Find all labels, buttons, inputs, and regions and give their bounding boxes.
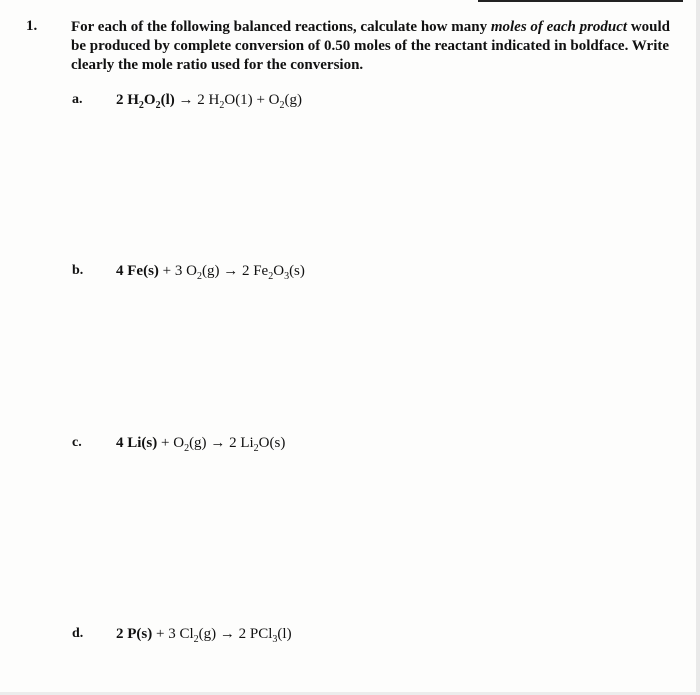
eq-a-plus: +	[252, 92, 269, 108]
eq-a-product2-state: (g)	[284, 92, 302, 108]
answer-line	[478, 0, 683, 2]
eq-c-reactant2: O	[173, 435, 185, 451]
eq-a-coef-product1: 2	[193, 92, 209, 108]
eq-b-reactant2-sub: 2	[196, 271, 202, 282]
eq-a-product2-sub: 2	[279, 100, 285, 111]
eq-d-reactant2: Cl	[179, 626, 194, 642]
part-label-a: a.	[72, 92, 83, 107]
equation-d	[116, 626, 292, 643]
instructions-emphasis: moles of each product	[490, 19, 628, 35]
eq-c-reactant2-state: (g)	[189, 435, 207, 451]
eq-c-reactant2-sub: 2	[184, 443, 190, 454]
eq-c-plus: +	[157, 435, 174, 451]
equation-c	[116, 435, 285, 452]
equation-a	[116, 92, 302, 109]
eq-b-product-o: O	[273, 263, 285, 279]
eq-a-reactant-sub1: 2	[138, 100, 144, 111]
part-label-b: b.	[72, 263, 84, 278]
equation-b	[116, 263, 305, 280]
eq-a-product1-o: O(1)	[224, 92, 253, 108]
part-label-c: c.	[72, 435, 82, 450]
eq-d-reactant1: P(s)	[127, 626, 153, 642]
eq-b-product-sub1: 2	[268, 271, 274, 282]
eq-d-reactant2-state: (g)	[198, 626, 217, 642]
eq-d-arrow: →	[216, 626, 239, 642]
eq-a-product1-h: H	[208, 92, 220, 108]
eq-d-product-state: (l)	[277, 626, 292, 642]
eq-d-coef-product: 2	[238, 626, 250, 642]
eq-d-plus: + 3	[152, 626, 180, 642]
eq-b-coef-reactant1: 4	[116, 263, 128, 279]
instructions-text-end: would be produced by complete conversion of 0.50 moles of the reactant indicated in boldface. Write clearly the mole ratio used for the conversion.	[71, 19, 671, 73]
eq-d-product: PCl	[249, 626, 273, 642]
instructions-text-start: For each of the following balanced reactions, calculate how many	[71, 19, 491, 35]
eq-a-product1-sub: 2	[219, 100, 225, 111]
eq-c-coef-reactant1: 4	[116, 435, 128, 451]
eq-b-reactant2: O	[186, 263, 197, 279]
eq-b-product-fe: Fe	[253, 263, 269, 279]
eq-b-product-state: (s)	[289, 263, 305, 279]
eq-c-product-sub: 2	[253, 443, 259, 454]
part-label-d: d.	[72, 626, 84, 641]
question-instructions	[71, 18, 681, 75]
eq-a-reactant-sub2: 2	[155, 100, 161, 111]
eq-d-coef-reactant1: 2	[116, 626, 128, 642]
eq-b-product-sub2: 3	[284, 271, 290, 282]
eq-d-product-sub: 3	[272, 634, 278, 645]
eq-c-reactant1: Li(s)	[127, 435, 158, 451]
eq-a-reactant-o: O	[143, 92, 156, 108]
eq-a-reactant-h: H	[127, 92, 139, 108]
eq-b-plus: + 3	[158, 263, 187, 279]
eq-a-arrow: →	[174, 92, 194, 108]
eq-c-arrow: →	[206, 435, 230, 451]
eq-b-reactant2-state: (g)	[201, 263, 220, 279]
eq-d-reactant2-sub: 2	[193, 634, 199, 645]
question-number: 1.	[26, 18, 38, 34]
eq-c-product-o: O(s)	[258, 435, 286, 451]
eq-c-product-li: Li	[240, 435, 254, 451]
eq-a-coef-reactant: 2	[116, 92, 128, 108]
eq-b-reactant1: Fe(s)	[127, 263, 159, 279]
eq-a-product2: O	[268, 92, 280, 108]
eq-b-arrow: →	[219, 263, 242, 279]
page-edge-shadow	[696, 0, 700, 695]
eq-c-coef-product: 2	[229, 435, 241, 451]
eq-b-coef-product: 2	[241, 263, 254, 279]
eq-a-reactant-state: (l)	[160, 92, 175, 108]
